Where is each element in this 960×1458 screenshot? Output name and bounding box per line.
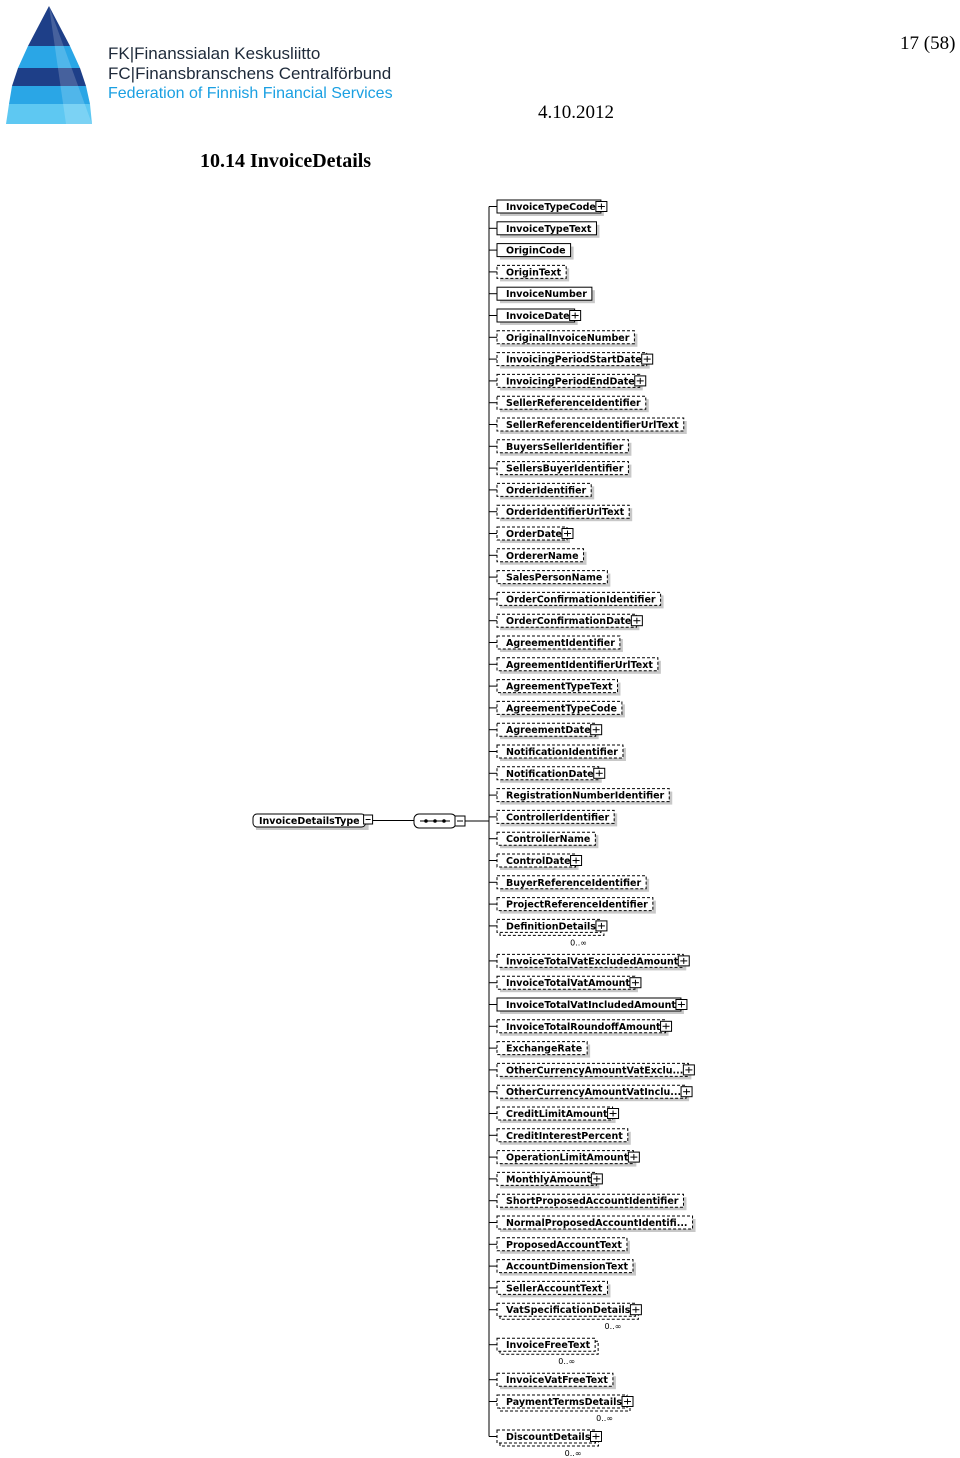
element-label: BuyerReferenceIdentifier — [506, 877, 642, 889]
element-node[interactable] — [489, 1063, 694, 1079]
element-label: DiscountDetails — [506, 1432, 591, 1443]
element-node[interactable] — [489, 919, 607, 947]
element-label: InvoiceNumber — [506, 289, 587, 301]
expand-icon[interactable] — [570, 311, 581, 321]
expand-icon[interactable] — [608, 1109, 619, 1119]
element-node[interactable] — [489, 396, 649, 412]
element-label: InvoiceTypeText — [506, 223, 592, 235]
element-node[interactable] — [489, 1238, 630, 1254]
element-label: ControlDate — [506, 856, 571, 867]
element-label: ExchangeRate — [506, 1043, 583, 1055]
expand-icon[interactable] — [628, 1152, 639, 1162]
element-label: OrderConfirmationDate — [506, 616, 632, 628]
element-label: OriginalInvoiceNumber — [506, 332, 630, 344]
element-label: MonthlyAmount — [506, 1174, 592, 1186]
expand-icon[interactable] — [631, 616, 642, 626]
cardinality-label: 0..∞ — [604, 1322, 622, 1332]
element-label: CreditInterestPercent — [506, 1130, 623, 1142]
element-node[interactable] — [489, 440, 631, 456]
element-node[interactable] — [489, 832, 598, 848]
element-node[interactable] — [489, 723, 602, 739]
element-label: AccountDimensionText — [506, 1261, 628, 1273]
element-node[interactable] — [489, 876, 649, 892]
element-label: InvoiceTotalVatExcludedAmount — [506, 956, 679, 968]
element-node[interactable] — [489, 462, 631, 478]
expand-icon[interactable] — [681, 1087, 692, 1097]
element-node[interactable] — [489, 592, 664, 608]
element-node[interactable] — [489, 571, 610, 587]
element-node[interactable] — [489, 954, 689, 970]
element-node[interactable] — [489, 1151, 639, 1167]
expand-icon[interactable] — [622, 1397, 633, 1407]
element-node[interactable] — [489, 1260, 636, 1276]
element-node[interactable] — [489, 976, 641, 992]
element-node[interactable] — [489, 1430, 601, 1458]
element-node[interactable] — [489, 287, 595, 303]
element-label: InvoiceTotalRoundoffAmount — [506, 1021, 661, 1033]
element-node[interactable] — [489, 265, 569, 281]
element-node[interactable] — [489, 658, 661, 674]
expand-icon[interactable] — [635, 376, 646, 386]
element-label: AgreementIdentifierUrlText — [506, 659, 653, 671]
element-label: OriginCode — [506, 245, 566, 257]
element-label: InvoicingPeriodStartDate — [506, 354, 642, 366]
element-node[interactable] — [489, 505, 632, 521]
element-label: ControllerName — [506, 834, 591, 846]
cardinality-label: 0..∞ — [570, 938, 587, 948]
element-label: NotificationDate — [506, 768, 594, 780]
element-node[interactable] — [489, 745, 626, 761]
element-node[interactable] — [489, 1172, 602, 1188]
element-node[interactable] — [489, 222, 599, 238]
element-label: OrderConfirmationIdentifier — [506, 594, 656, 606]
expand-icon[interactable] — [591, 725, 602, 735]
element-label: SalesPersonName — [506, 572, 603, 584]
element-label: AgreementIdentifier — [506, 638, 615, 649]
element-node[interactable] — [489, 998, 687, 1014]
expand-icon[interactable] — [630, 978, 641, 988]
element-label: OrdererName — [506, 550, 579, 562]
element-label: SellerAccountText — [506, 1283, 603, 1295]
element-label: OrderDate — [506, 529, 562, 540]
element-node[interactable] — [489, 1338, 598, 1366]
expand-icon[interactable] — [683, 1065, 694, 1075]
element-node[interactable] — [489, 549, 587, 565]
element-label: SellerReferenceIdentifier — [506, 398, 641, 410]
element-label: CreditLimitAmount — [506, 1109, 608, 1120]
element-node[interactable] — [489, 331, 637, 347]
expand-icon[interactable] — [678, 956, 689, 966]
element-node[interactable] — [489, 418, 687, 434]
expand-icon[interactable] — [642, 354, 653, 364]
expand-icon[interactable] — [661, 1021, 672, 1031]
element-label: OtherCurrencyAmountVatExclu... — [506, 1065, 684, 1077]
element-node[interactable] — [489, 309, 581, 325]
element-node[interactable] — [489, 680, 621, 696]
element-label: AgreementTypeText — [506, 681, 613, 693]
element-label: OperationLimitAmount — [506, 1152, 629, 1164]
element-label: InvoicingPeriodEndDate — [506, 376, 635, 388]
cardinality-label: 0..∞ — [596, 1414, 614, 1423]
element-node[interactable] — [489, 767, 605, 783]
element-node[interactable] — [489, 1303, 641, 1331]
org-line-en: Federation of Finnish Financial Services — [108, 85, 393, 102]
element-node[interactable] — [489, 527, 573, 543]
element-label: DefinitionDetails — [506, 921, 596, 933]
element-label: RegistrationNumberIdentifier — [506, 790, 665, 802]
element-node[interactable] — [489, 1020, 672, 1036]
expand-icon[interactable] — [676, 1000, 687, 1010]
cardinality-label: 0..∞ — [558, 1357, 576, 1367]
document-date: 4.10.2012 — [538, 102, 614, 123]
element-node[interactable] — [489, 374, 646, 390]
element-label: ProjectReferenceIdentifier — [506, 899, 648, 911]
element-label: OrderIdentifier — [506, 485, 587, 497]
org-line-sv: FC|Finansbranschens Centralförbund — [108, 64, 392, 83]
element-label: InvoiceFreeText — [506, 1340, 591, 1352]
root-type-label: InvoiceDetailsType — [259, 816, 360, 827]
element-node[interactable] — [489, 244, 574, 260]
element-label: BuyersSellerIdentifier — [506, 441, 624, 453]
element-label: ShortProposedAccountIdentifier — [506, 1196, 679, 1208]
root-type-node[interactable] — [253, 814, 373, 830]
element-node[interactable] — [489, 854, 582, 870]
element-label: NormalProposedAccountIdentifi... — [506, 1218, 688, 1229]
element-node[interactable] — [489, 1085, 692, 1101]
element-label: AgreementTypeCode — [506, 703, 617, 715]
expand-icon[interactable] — [594, 768, 605, 778]
expand-icon[interactable] — [591, 1174, 602, 1184]
element-label: OrderIdentifierUrlText — [506, 507, 625, 519]
element-node[interactable] — [489, 898, 656, 914]
element-node[interactable] — [489, 1194, 686, 1210]
element-node[interactable] — [489, 1281, 610, 1297]
element-node[interactable] — [489, 1373, 616, 1389]
element-node[interactable] — [489, 789, 672, 805]
element-label: ProposedAccountText — [506, 1239, 622, 1251]
expand-icon[interactable] — [596, 921, 607, 931]
cardinality-label: 0..∞ — [564, 1449, 582, 1458]
element-node[interactable] — [489, 614, 642, 630]
element-label: AgreementDate — [506, 725, 591, 737]
element-label: OtherCurrencyAmountVatInclu... — [506, 1087, 682, 1099]
element-node[interactable] — [489, 701, 625, 717]
element-label: SellerReferenceIdentifierUrlText — [506, 420, 679, 431]
element-node[interactable] — [489, 1042, 590, 1058]
element-label: OriginText — [506, 267, 562, 279]
element-label: ControllerIdentifier — [506, 812, 610, 824]
element-label: InvoiceDate — [506, 311, 570, 322]
element-node[interactable] — [489, 353, 653, 369]
element-label: InvoiceTypeCode — [506, 202, 596, 213]
element-label: InvoiceTotalVatAmount — [506, 978, 630, 990]
expand-icon[interactable] — [571, 856, 582, 866]
element-node[interactable] — [489, 1107, 619, 1123]
element-label: InvoiceTotalVatIncludedAmount — [506, 1000, 676, 1011]
element-label: PaymentTermsDetails — [506, 1397, 623, 1408]
element-label: InvoiceVatFreeText — [506, 1375, 608, 1387]
element-node[interactable] — [489, 1395, 633, 1423]
element-node[interactable] — [489, 1216, 696, 1232]
element-node[interactable] — [489, 483, 594, 499]
element-node[interactable] — [489, 200, 607, 216]
sequence-compositor-icon[interactable] — [414, 814, 465, 828]
element-node[interactable] — [489, 1129, 631, 1145]
expand-icon[interactable] — [562, 529, 573, 539]
element-label: SellersBuyerIdentifier — [506, 463, 624, 475]
section-title: 10.14 InvoiceDetails — [200, 150, 372, 172]
element-label: NotificationIdentifier — [506, 747, 618, 758]
expand-icon[interactable] — [590, 1432, 601, 1442]
org-line-fi: FK|Finanssialan Keskusliitto — [108, 44, 321, 63]
page-number: 17 (58) — [900, 33, 956, 54]
expand-icon[interactable] — [630, 1305, 641, 1315]
element-node[interactable] — [489, 636, 623, 652]
element-node[interactable] — [489, 810, 617, 826]
expand-icon[interactable] — [596, 202, 607, 212]
element-label: VatSpecificationDetails — [506, 1305, 631, 1317]
